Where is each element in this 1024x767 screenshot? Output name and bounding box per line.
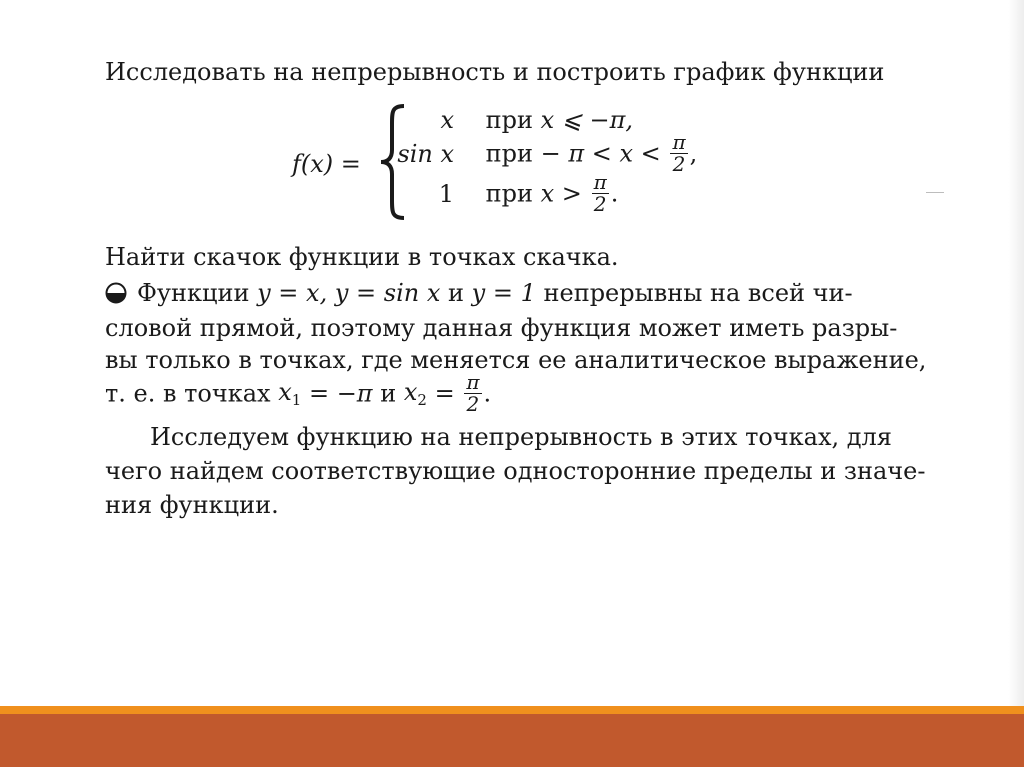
- row3-frac-den: 2: [593, 192, 607, 216]
- solution-start-icon: [105, 282, 127, 304]
- footer-accent-stripe: [0, 706, 1024, 714]
- line4-x2: [403, 377, 427, 409]
- problem-heading: Исследовать на непрерывность и построить график функции: [105, 58, 885, 86]
- line1-text-e: непрерывны на всей чи-: [543, 279, 853, 307]
- row3-fraction: [592, 172, 609, 215]
- row3-frac-num: π: [593, 170, 607, 194]
- x1-var: x: [278, 377, 292, 406]
- solution-line-2: словой прямой, поэтому данная функция может иметь разры-: [105, 314, 898, 342]
- line4-and: и: [380, 379, 397, 408]
- row3-tail: .: [610, 179, 619, 208]
- row1-condition: [486, 108, 633, 132]
- line1-math-b: y = x, y = sin x: [257, 279, 441, 307]
- line4-frac-num: π: [466, 370, 480, 394]
- row2-cond-expr: − π < x <: [540, 139, 661, 168]
- solution-line-4: [105, 372, 491, 415]
- row2-condition: [486, 132, 698, 175]
- row2-function: sin x: [397, 139, 454, 168]
- formula-row-2: [372, 132, 697, 175]
- task-text: Найти скачок функции в точках скачка.: [105, 243, 619, 271]
- row3-function: 1: [438, 179, 454, 208]
- line4-tail: .: [483, 379, 492, 408]
- paragraph2-line-3: ния функции.: [105, 491, 279, 519]
- line1-text-a: Функции: [137, 279, 250, 307]
- line1-text-c: и: [448, 279, 465, 307]
- solution-line-1: [105, 281, 853, 305]
- row2-frac-num: π: [672, 130, 686, 154]
- footer-bar: [0, 714, 1024, 767]
- paragraph2-line-2: чего найдем соответствующие односторонние пределы и значе-: [105, 457, 926, 485]
- row1-function: x: [440, 106, 454, 134]
- line4-x1: [278, 377, 302, 409]
- x2-var: x: [403, 377, 418, 406]
- divider-mark: [926, 192, 944, 193]
- line1-math-d: y = 1: [471, 279, 536, 307]
- formula-row-1: [372, 108, 633, 132]
- row1-cond-word: при: [485, 106, 533, 134]
- x1-subscript: 1: [291, 390, 302, 409]
- line4-eq2: =: [434, 379, 455, 408]
- solution-line-3: вы только в точках, где меняется ее аналитическое выражение,: [105, 346, 927, 374]
- formula-row-3: [372, 172, 618, 215]
- row3-cond-expr: x >: [540, 179, 582, 208]
- row3-condition: [486, 172, 619, 215]
- line4-eq1: = −π: [308, 379, 373, 408]
- row2-frac-den: 2: [672, 152, 686, 176]
- paragraph2-line-1: Исследуем функцию на непрерывность в этих точках, для: [150, 423, 892, 451]
- row1-cond-expr: x ⩽ −π,: [540, 106, 634, 134]
- row2-fraction: [670, 132, 687, 175]
- row2-cond-word: при: [485, 139, 533, 168]
- row3-cond-word: при: [485, 179, 533, 208]
- x2-subscript: 2: [417, 390, 427, 409]
- line4-text-a: т. е. в точках: [105, 379, 271, 408]
- line4-fraction: [464, 372, 481, 415]
- row2-tail: ,: [689, 139, 698, 168]
- line4-frac-den: 2: [466, 392, 480, 416]
- formula-lhs: f(x) =: [292, 150, 361, 178]
